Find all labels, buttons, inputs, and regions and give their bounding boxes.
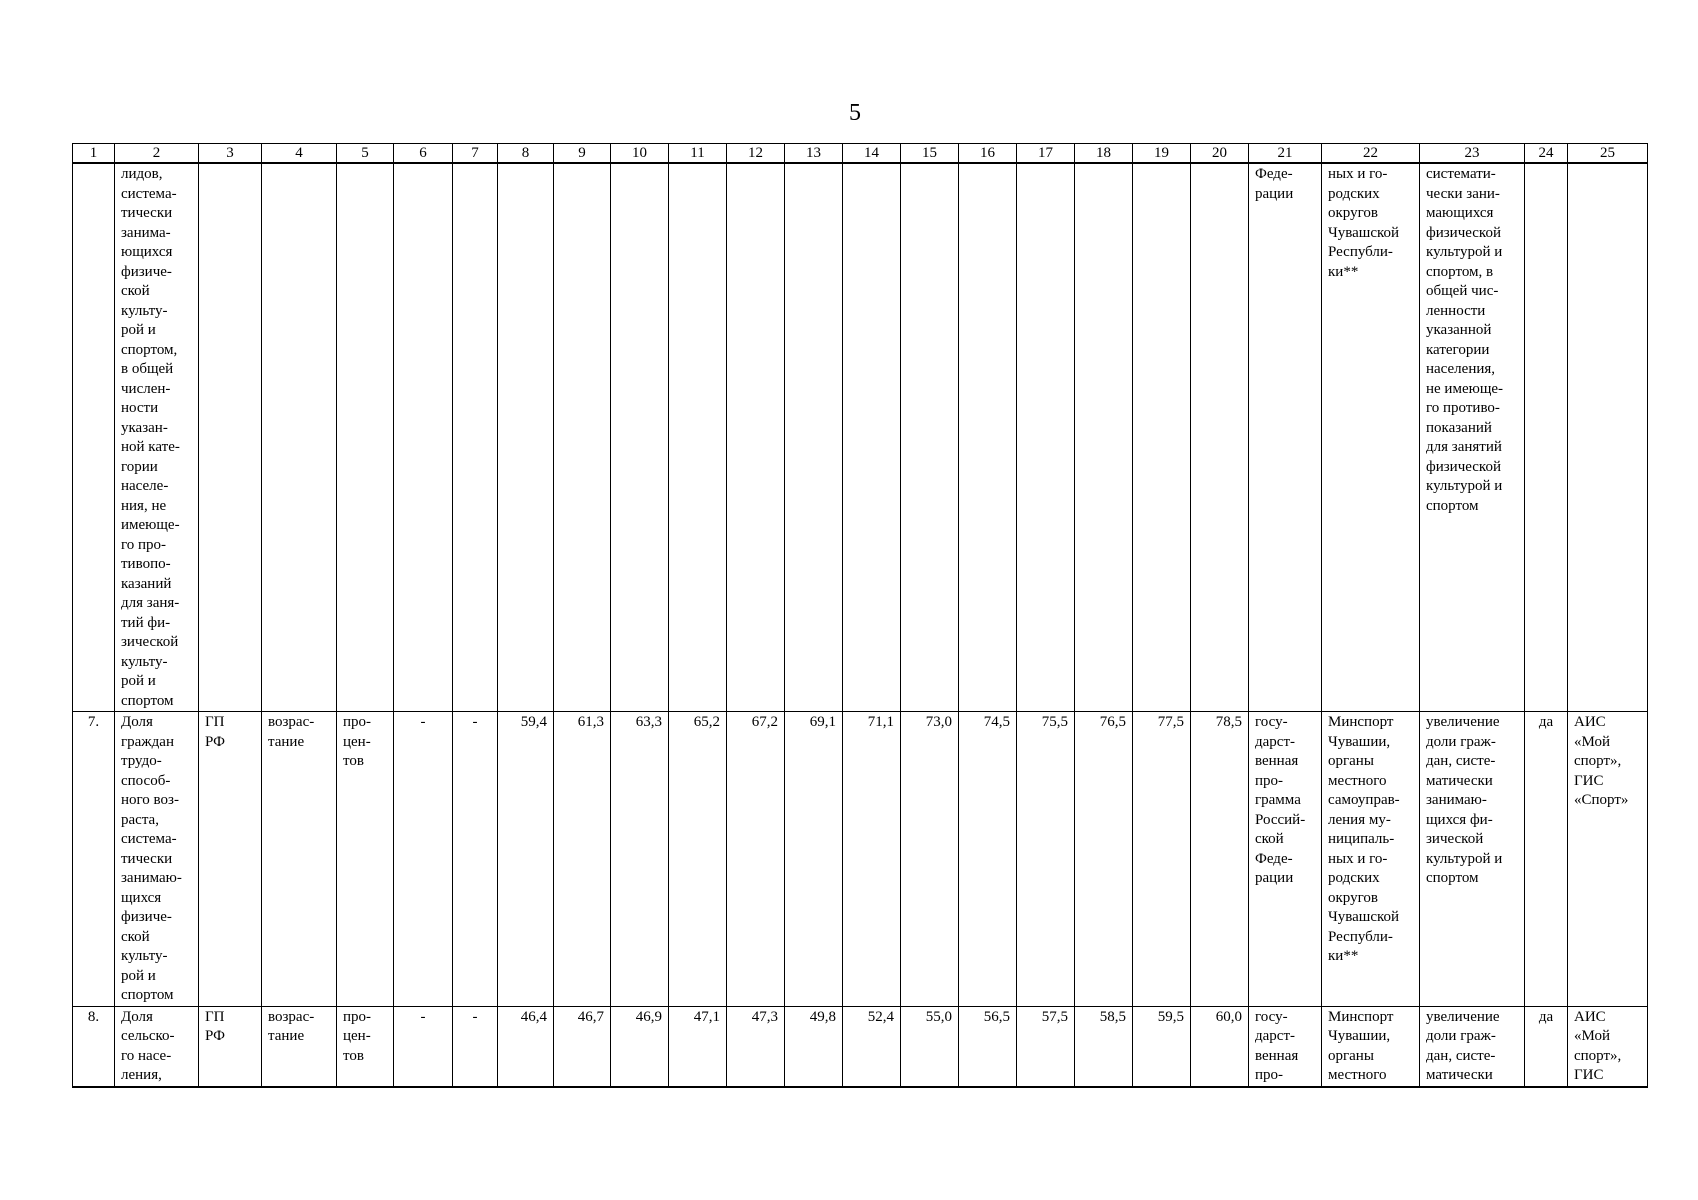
value-cell: 69,1 bbox=[785, 712, 843, 1007]
value-cell: 58,5 bbox=[1075, 1006, 1133, 1087]
indicator-name-cell: Доля граждан трудо- способ- ного воз- раста, система- тически занимаю- щихся физиче- ской культу- рой и спортом bbox=[115, 712, 199, 1007]
responsible-cell: Минспорт Чувашии, органы местного bbox=[1322, 1006, 1420, 1087]
column-number: 21 bbox=[1249, 144, 1322, 164]
system-cell: АИС «Мой спорт», ГИС bbox=[1568, 1006, 1648, 1087]
column-number: 11 bbox=[669, 144, 727, 164]
value-cell: 46,7 bbox=[554, 1006, 611, 1087]
table-row-8 bbox=[73, 1006, 1648, 1087]
value-cell: - bbox=[394, 712, 453, 1007]
value-cell: 46,9 bbox=[611, 1006, 669, 1087]
column-number: 25 bbox=[1568, 144, 1648, 164]
value-cell: 47,1 bbox=[669, 1006, 727, 1087]
value-cell bbox=[498, 163, 554, 712]
program-cell: госу- дарст- венная про- грамма Россий- ской Феде- рации bbox=[1249, 712, 1322, 1007]
trend-cell bbox=[262, 163, 337, 712]
table-row-continuation bbox=[73, 163, 1648, 712]
indicator-name-cell: лидов, система- тически занима- ющихся физиче- ской культу- рой и спортом, в общей числен- ности указан- ной кате- гории населе- ния, не имеюще- го про- тивопо- казаний для заня- тий фи- зической культу- рой и спортом bbox=[115, 163, 199, 712]
value-cell bbox=[1191, 163, 1249, 712]
value-cell: 77,5 bbox=[1133, 712, 1191, 1007]
responsible-cell: ных и го- родских округов Чувашской Республи- ки** bbox=[1322, 163, 1420, 712]
column-number: 14 bbox=[843, 144, 901, 164]
responsible-cell: Минспорт Чувашии, органы местного самоуправ- ления му- ниципаль- ных и го- родских округов Чувашской Республи- ки** bbox=[1322, 712, 1420, 1007]
value-cell: 71,1 bbox=[843, 712, 901, 1007]
description-cell: увеличение доли граж- дан, систе- матически bbox=[1420, 1006, 1525, 1087]
value-cell bbox=[843, 163, 901, 712]
column-number: 13 bbox=[785, 144, 843, 164]
column-number: 8 bbox=[498, 144, 554, 164]
value-cell: 46,4 bbox=[498, 1006, 554, 1087]
value-cell: 76,5 bbox=[1075, 712, 1133, 1007]
system-cell: АИС «Мой спорт», ГИС «Спорт» bbox=[1568, 712, 1648, 1007]
value-cell: - bbox=[394, 1006, 453, 1087]
value-cell: 59,5 bbox=[1133, 1006, 1191, 1087]
description-cell: системати- чески зани- мающихся физической культурой и спортом, в общей чис- ленности указанной категории населения, не имеюще- го противо- показаний для занятий физической культурой и спортом bbox=[1420, 163, 1525, 712]
value-cell: 67,2 bbox=[727, 712, 785, 1007]
value-cell bbox=[453, 163, 498, 712]
value-cell bbox=[669, 163, 727, 712]
page-number: 5 bbox=[849, 100, 861, 126]
column-number: 19 bbox=[1133, 144, 1191, 164]
value-cell: 57,5 bbox=[1017, 1006, 1075, 1087]
table-row-7 bbox=[73, 712, 1648, 1007]
program-cell: госу- дарст- венная про- bbox=[1249, 1006, 1322, 1087]
column-number: 5 bbox=[337, 144, 394, 164]
column-number: 4 bbox=[262, 144, 337, 164]
value-cell: 56,5 bbox=[959, 1006, 1017, 1087]
column-number-row bbox=[73, 144, 1648, 164]
value-cell: 59,4 bbox=[498, 712, 554, 1007]
column-number: 20 bbox=[1191, 144, 1249, 164]
row-number-cell bbox=[73, 163, 115, 712]
flag-cell: да bbox=[1525, 1006, 1568, 1087]
value-cell bbox=[394, 163, 453, 712]
unit-cell: про- цен- тов bbox=[337, 712, 394, 1007]
source-cell bbox=[199, 163, 262, 712]
value-cell bbox=[1075, 163, 1133, 712]
column-number: 6 bbox=[394, 144, 453, 164]
value-cell: 60,0 bbox=[1191, 1006, 1249, 1087]
trend-cell: возрас- тание bbox=[262, 712, 337, 1007]
system-cell bbox=[1568, 163, 1648, 712]
value-cell: 75,5 bbox=[1017, 712, 1075, 1007]
column-number: 2 bbox=[115, 144, 199, 164]
row-number-cell: 7. bbox=[73, 712, 115, 1007]
value-cell bbox=[1133, 163, 1191, 712]
value-cell bbox=[554, 163, 611, 712]
value-cell: 47,3 bbox=[727, 1006, 785, 1087]
value-cell: 74,5 bbox=[959, 712, 1017, 1007]
row-number-cell: 8. bbox=[73, 1006, 115, 1087]
indicators-table bbox=[72, 143, 1648, 1088]
column-number: 22 bbox=[1322, 144, 1420, 164]
column-number: 1 bbox=[73, 144, 115, 164]
column-number: 15 bbox=[901, 144, 959, 164]
flag-cell: да bbox=[1525, 712, 1568, 1007]
indicator-name-cell: Доля сельско- го насе- ления, bbox=[115, 1006, 199, 1087]
trend-cell: возрас- тание bbox=[262, 1006, 337, 1087]
column-number: 18 bbox=[1075, 144, 1133, 164]
column-number: 7 bbox=[453, 144, 498, 164]
program-cell: Феде- рации bbox=[1249, 163, 1322, 712]
value-cell: 55,0 bbox=[901, 1006, 959, 1087]
value-cell bbox=[901, 163, 959, 712]
value-cell: - bbox=[453, 1006, 498, 1087]
unit-cell: про- цен- тов bbox=[337, 1006, 394, 1087]
unit-cell bbox=[337, 163, 394, 712]
column-number: 23 bbox=[1420, 144, 1525, 164]
value-cell bbox=[1017, 163, 1075, 712]
value-cell: 49,8 bbox=[785, 1006, 843, 1087]
column-number: 3 bbox=[199, 144, 262, 164]
column-number: 17 bbox=[1017, 144, 1075, 164]
value-cell: 73,0 bbox=[901, 712, 959, 1007]
column-number: 9 bbox=[554, 144, 611, 164]
column-number: 16 bbox=[959, 144, 1017, 164]
flag-cell bbox=[1525, 163, 1568, 712]
value-cell: 78,5 bbox=[1191, 712, 1249, 1007]
value-cell: 52,4 bbox=[843, 1006, 901, 1087]
column-number: 10 bbox=[611, 144, 669, 164]
value-cell bbox=[611, 163, 669, 712]
column-number: 24 bbox=[1525, 144, 1568, 164]
value-cell bbox=[785, 163, 843, 712]
value-cell: 65,2 bbox=[669, 712, 727, 1007]
value-cell: - bbox=[453, 712, 498, 1007]
source-cell: ГП РФ bbox=[199, 712, 262, 1007]
column-number: 12 bbox=[727, 144, 785, 164]
value-cell: 61,3 bbox=[554, 712, 611, 1007]
value-cell bbox=[727, 163, 785, 712]
source-cell: ГП РФ bbox=[199, 1006, 262, 1087]
value-cell bbox=[959, 163, 1017, 712]
description-cell: увеличение доли граж- дан, систе- матически занимаю- щихся фи- зической культурой и спортом bbox=[1420, 712, 1525, 1007]
value-cell: 63,3 bbox=[611, 712, 669, 1007]
